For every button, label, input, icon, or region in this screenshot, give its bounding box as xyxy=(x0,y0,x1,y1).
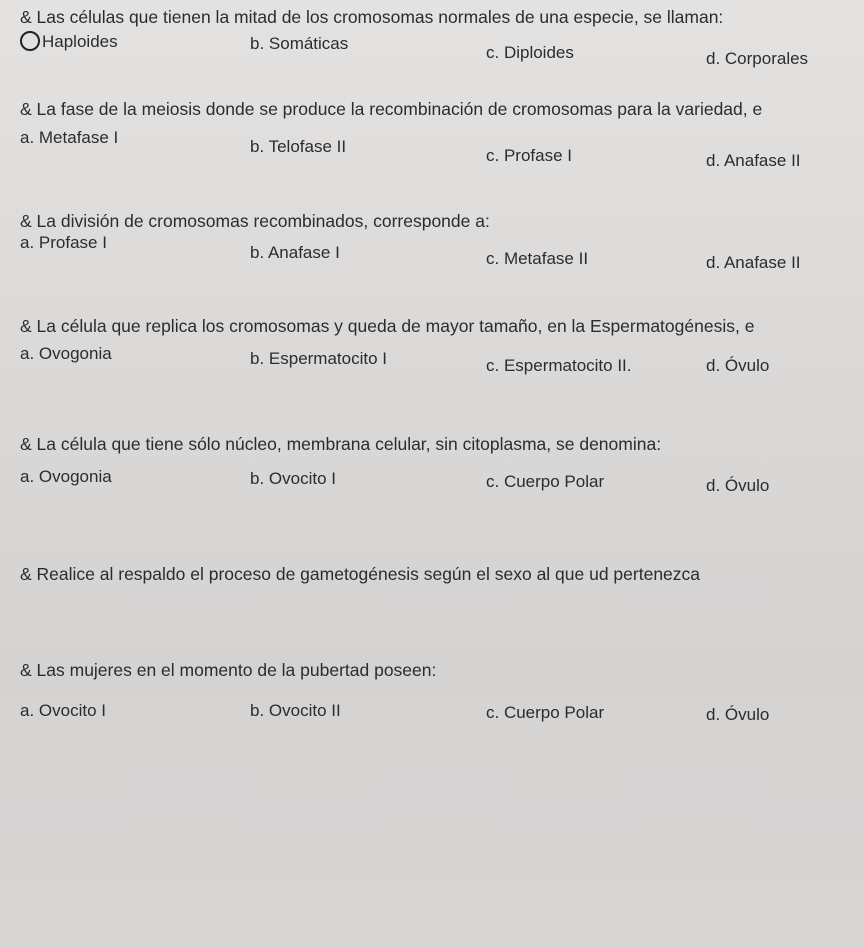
question-2-option-a: a. Metafase I xyxy=(20,128,119,147)
question-4-option-b: b. Espermatocito I xyxy=(250,349,388,368)
question-5-option-d: d. Óvulo xyxy=(706,476,770,495)
question-4-text: & La célula que replica los cromosomas y queda de mayor tamaño, en la Espermatogénesis, e xyxy=(20,316,755,336)
question-4-option-a: a. Ovogonia xyxy=(20,344,112,363)
question-1-text: & Las células que tienen la mitad de los cromosomas normales de una especie, se llaman: xyxy=(20,7,724,27)
question-3-option-b: b. Anafase I xyxy=(250,243,340,262)
question-3-option-c: c. Metafase II xyxy=(486,249,589,268)
question-7-text: & Las mujeres en el momento de la pubertad poseen: xyxy=(20,660,437,680)
question-3-option-d: d. Anafase II xyxy=(706,253,801,272)
question-4-option-d: d. Óvulo xyxy=(706,356,770,375)
question-7-option-a: a. Ovocito I xyxy=(20,701,106,720)
circled-answer-icon xyxy=(20,31,40,51)
question-4-option-c: c. Espermatocito II. xyxy=(486,356,632,375)
question-1-option-d: d. Corporales xyxy=(706,49,809,68)
question-6-text: & Realice al respaldo el proceso de gametogénesis según el sexo al que ud pertenezca xyxy=(20,564,701,584)
question-2-option-b: b. Telofase II xyxy=(250,137,347,156)
question-7-option-c: c. Cuerpo Polar xyxy=(486,703,605,722)
question-2-text: & La fase de la meiosis donde se produce la recombinación de cromosomas para la variedad, e xyxy=(20,99,763,119)
question-1-option-a xyxy=(20,31,118,53)
question-7-option-d: d. Óvulo xyxy=(706,705,770,724)
question-3-text: & La división de cromosomas recombinados, corresponde a: xyxy=(20,211,490,231)
question-1-option-b: b. Somáticas xyxy=(250,34,349,53)
question-3-option-a: a. Profase I xyxy=(20,233,107,252)
option-label: Haploides xyxy=(42,32,118,51)
question-1-option-c: c. Diploides xyxy=(486,43,574,62)
question-5-text: & La célula que tiene sólo núcleo, membrana celular, sin citoplasma, se denomina: xyxy=(20,434,662,454)
question-5-option-b: b. Ovocito I xyxy=(250,469,336,488)
question-2-option-c: c. Profase I xyxy=(486,146,572,165)
question-5-option-a: a. Ovogonia xyxy=(20,467,112,486)
question-2-option-d: d. Anafase II xyxy=(706,151,801,170)
question-7-option-b: b. Ovocito II xyxy=(250,701,341,720)
question-5-option-c: c. Cuerpo Polar xyxy=(486,472,605,491)
